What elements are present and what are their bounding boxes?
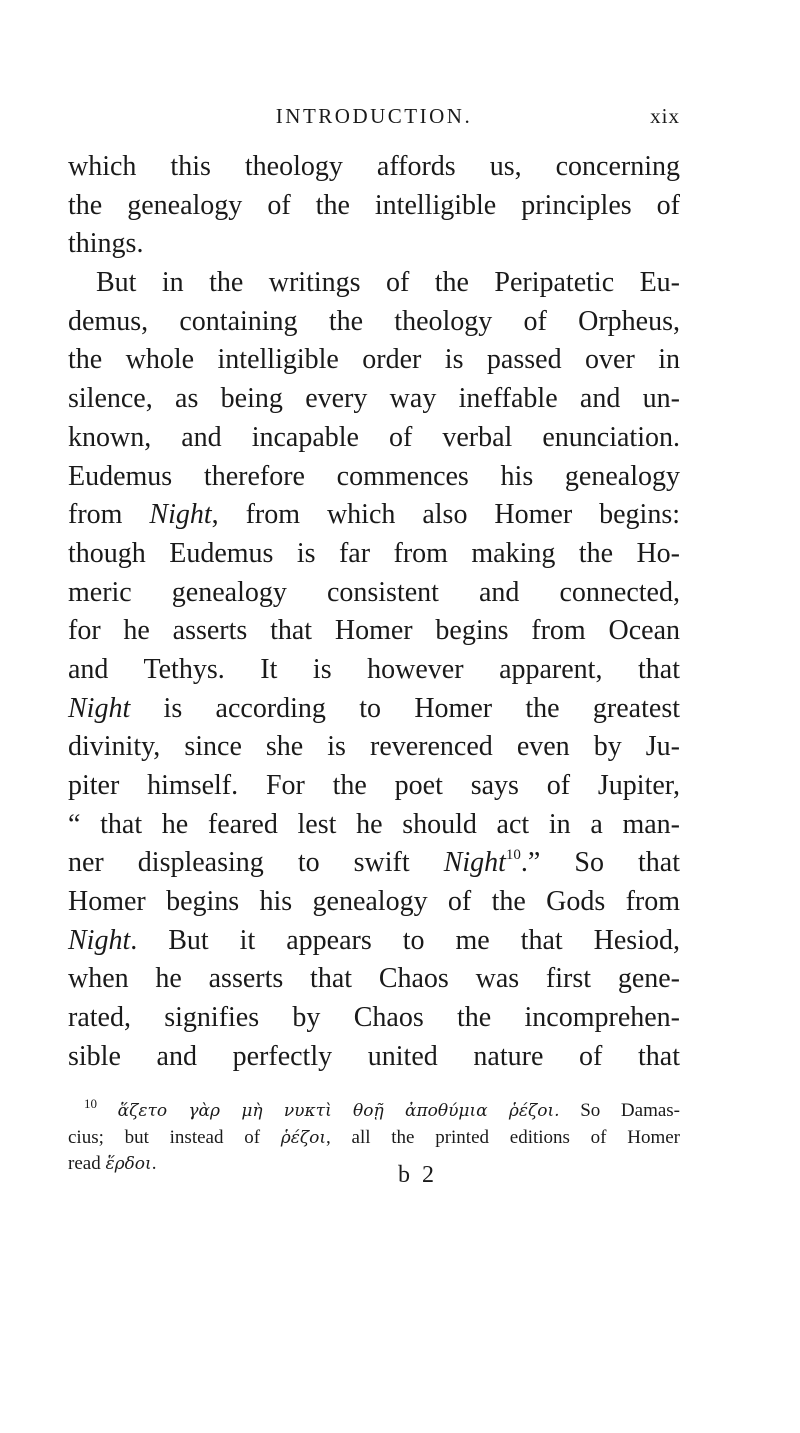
text-line: meric genealogy consistent and connected, bbox=[68, 576, 680, 608]
footnote-reference[interactable]: 10 bbox=[505, 847, 521, 864]
text-line: things. bbox=[68, 228, 144, 260]
text-line: divinity, since she is reverenced even by Ju- bbox=[68, 731, 680, 763]
italic-term: Night bbox=[68, 692, 131, 724]
text-segment: , from which also Homer begins: bbox=[211, 499, 680, 531]
text-line: “ that he feared lest he should act in a man- bbox=[68, 808, 680, 840]
footnote-marker: 10 bbox=[84, 1096, 97, 1111]
text-line: But in the writings of the Peripatetic Eu- bbox=[96, 267, 680, 299]
text-line: demus, containing the theology of Orpheus, bbox=[68, 305, 680, 337]
text-line: piter himself. For the poet says of Jupiter, bbox=[68, 770, 680, 801]
text-line bbox=[68, 844, 680, 883]
page-number: xix bbox=[650, 104, 680, 128]
greek-quotation: ἅζετο γὰρ μὴ νυκτὶ θοῇ ἀποθύμια ῥέζοι. bbox=[117, 1101, 560, 1121]
text-segment: . But it appears to me that Hesiod, bbox=[130, 924, 680, 956]
text-segment: cius; but instead of bbox=[68, 1126, 281, 1148]
body-text bbox=[68, 148, 680, 1077]
greek-word: ῥέζοι bbox=[280, 1127, 327, 1148]
text-line: the whole intelligible order is passed over in bbox=[68, 344, 680, 376]
text-segment: . bbox=[151, 1153, 157, 1174]
text-segment: ner displeasing to swift bbox=[68, 847, 444, 879]
italic-term: Night bbox=[149, 499, 212, 531]
footnote-line bbox=[68, 1151, 680, 1178]
text-line bbox=[68, 690, 680, 729]
text-line: rated, signifies by Chaos the incomprehen- bbox=[68, 1002, 680, 1034]
signature-mark: b 2 bbox=[398, 1162, 437, 1188]
text-segment: from bbox=[68, 499, 150, 531]
greek-word: ἕρδοι bbox=[105, 1154, 152, 1174]
text-segment: So Damas- bbox=[559, 1100, 680, 1121]
text-line: the genealogy of the intelligible principles of bbox=[68, 189, 680, 221]
text-segment: read bbox=[68, 1153, 106, 1174]
text-line: silence, as being every way ineffable and un- bbox=[68, 383, 680, 415]
footnote-line bbox=[68, 1098, 680, 1125]
text-segment: is according to Homer the greatest bbox=[130, 692, 680, 724]
running-head bbox=[68, 104, 680, 134]
running-title: INTRODUCTION. bbox=[275, 104, 473, 128]
footnote bbox=[68, 1098, 680, 1178]
text-line: sible and perfectly united nature of that bbox=[68, 1040, 680, 1072]
text-line: Homer begins his genealogy of the Gods from bbox=[68, 886, 680, 918]
italic-term: Night bbox=[443, 847, 506, 879]
text-line: which this theology affords us, concerning bbox=[68, 151, 680, 182]
text-line: known, and incapable of verbal enunciation. bbox=[68, 421, 680, 453]
footnote-line bbox=[68, 1125, 680, 1152]
italic-term: Night bbox=[68, 924, 131, 956]
text-segment: , all the printed editions of Homer bbox=[326, 1126, 680, 1148]
text-line: Eudemus therefore commences his genealogy bbox=[68, 460, 680, 492]
text-line bbox=[68, 496, 680, 535]
text-line: and Tethys. It is however apparent, that bbox=[68, 653, 680, 685]
text-line: when he asserts that Chaos was first gene- bbox=[68, 963, 680, 995]
text-segment: .” So that bbox=[520, 847, 680, 879]
text-line: for he asserts that Homer begins from Ocean bbox=[68, 615, 680, 647]
text-line: though Eudemus is far from making the Ho- bbox=[68, 537, 680, 569]
text-line bbox=[68, 922, 680, 961]
